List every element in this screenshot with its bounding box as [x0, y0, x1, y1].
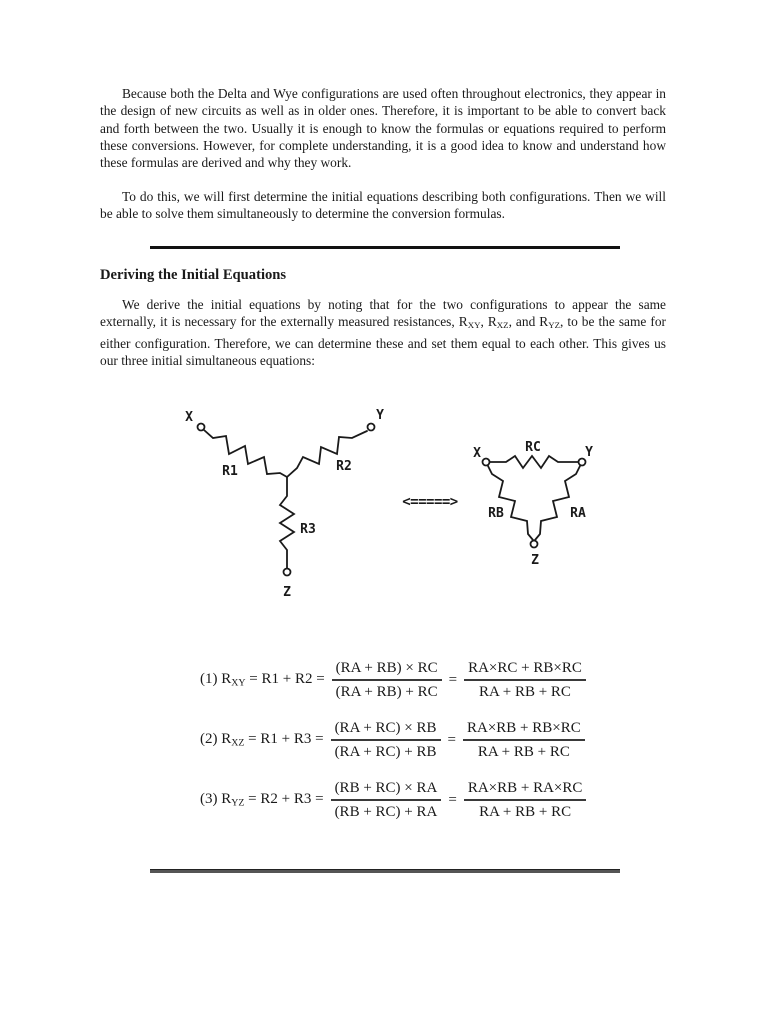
- delta-label-ra: RA: [570, 506, 586, 521]
- wye-delta-diagram: [150, 395, 630, 610]
- wye-terminal-z-node: [284, 569, 291, 576]
- delta-label-rc: RC: [525, 440, 541, 455]
- fraction-denominator: RA + RB + RC: [477, 744, 570, 760]
- fraction-denominator: (RA + RC) + RB: [334, 744, 437, 760]
- fraction-bar: [464, 679, 586, 681]
- equation-lhs: (2) $R_{XZ} = R1 + R3$ =: [200, 731, 324, 749]
- delta-label-z: Z: [531, 553, 539, 568]
- equation-lhs: (3) $R_{YZ} = R2 + R3$ =: [200, 791, 324, 809]
- equation-ryz: [200, 770, 586, 830]
- equation-lhs: (1) $R_{XY} = R1 + R2$ =: [200, 671, 325, 689]
- fraction-numerator: RA×RB + RB×RC: [466, 720, 581, 736]
- delta-terminal-x-node: [483, 459, 490, 466]
- fraction-numerator: RA×RB + RA×RC: [467, 780, 583, 796]
- wye-label-r2: R2: [336, 459, 352, 474]
- delta-label-rb: RB: [488, 506, 504, 521]
- section-divider-bottom: [150, 869, 620, 873]
- delta-label-x: X: [473, 446, 481, 461]
- fraction-numerator: (RB + RC) × RA: [334, 780, 438, 796]
- paragraph-plan: To do this, we will first determine the initial equations describing both configurations. Then we will be able to solve them simultaneously to determine the conversion formulas.: [100, 189, 666, 222]
- equation-rxy: [200, 650, 586, 710]
- resistor-r1: [204, 430, 287, 477]
- wye-label-r3: R3: [300, 522, 316, 537]
- fraction-numerator: (RA + RC) × RB: [334, 720, 437, 736]
- fraction-bar: [331, 739, 441, 741]
- fraction-product-over-sum: [332, 658, 442, 702]
- wye-label-r1: R1: [222, 464, 238, 479]
- wye-label-z: Z: [283, 585, 291, 600]
- fraction-product-over-sum: [331, 718, 441, 762]
- wye-label-y: Y: [376, 408, 384, 423]
- equals-sign: =: [448, 671, 458, 688]
- equals-sign: =: [447, 731, 456, 748]
- equation-list: [200, 650, 586, 830]
- section-divider-top: [150, 246, 620, 249]
- equivalence-arrow: <=====>: [402, 494, 458, 510]
- fraction-bar: [331, 799, 442, 801]
- fraction-expanded: [463, 718, 585, 762]
- delta-label-y: Y: [585, 445, 593, 460]
- paragraph-derivation: We derive the initial equations by noting that for the two configurations to appear the same externally, it is necessary for the externally measured resistances, $R_{XY}$, $R_{XZ}$, and $R_{YZ}$, to be the same for either configuration. Therefore, we can determine these and set them equal to each other. This gives us our three initial simultaneous equations:: [100, 297, 666, 369]
- fraction-bar: [464, 799, 587, 801]
- fraction-numerator: (RA + RB) × RC: [335, 660, 438, 676]
- delta-circuit: [473, 440, 593, 568]
- wye-label-x: X: [185, 410, 193, 425]
- fraction-product-over-sum: [331, 778, 442, 822]
- resistor-r3: [280, 477, 294, 568]
- resistor-rc: [490, 456, 578, 468]
- resistor-rb: [488, 466, 533, 540]
- section-heading: Deriving the Initial Equations: [100, 267, 287, 283]
- fraction-bar: [463, 739, 585, 741]
- fraction-expanded: [464, 658, 586, 702]
- resistor-ra: [535, 466, 580, 540]
- equation-rxz: [200, 710, 586, 770]
- wye-terminal-y-node: [368, 424, 375, 431]
- resistor-r2: [287, 431, 367, 477]
- fraction-denominator: RA + RB + RC: [478, 684, 571, 700]
- paragraph-intro: Because both the Delta and Wye configurations are used often throughout electronics, they appear in the design of new circuits as well as in older ones. Therefore, it is important to be able to convert back and forth between the two. Usually it is enough to know the formulas or equations required to perform these conversions. However, for complete understanding, it is a good idea to know and understand how these formulas are derived and why they work.: [100, 86, 666, 171]
- delta-terminal-z-node: [531, 541, 538, 548]
- wye-terminal-x-node: [198, 424, 205, 431]
- fraction-denominator: (RB + RC) + RA: [334, 804, 438, 820]
- fraction-numerator: RA×RC + RB×RC: [468, 660, 582, 676]
- fraction-denominator: (RA + RB) + RC: [335, 684, 438, 700]
- fraction-expanded: [464, 778, 587, 822]
- fraction-denominator: RA + RB + RC: [479, 804, 572, 820]
- fraction-bar: [332, 679, 442, 681]
- equals-sign: =: [448, 791, 457, 808]
- wye-circuit: [185, 408, 384, 600]
